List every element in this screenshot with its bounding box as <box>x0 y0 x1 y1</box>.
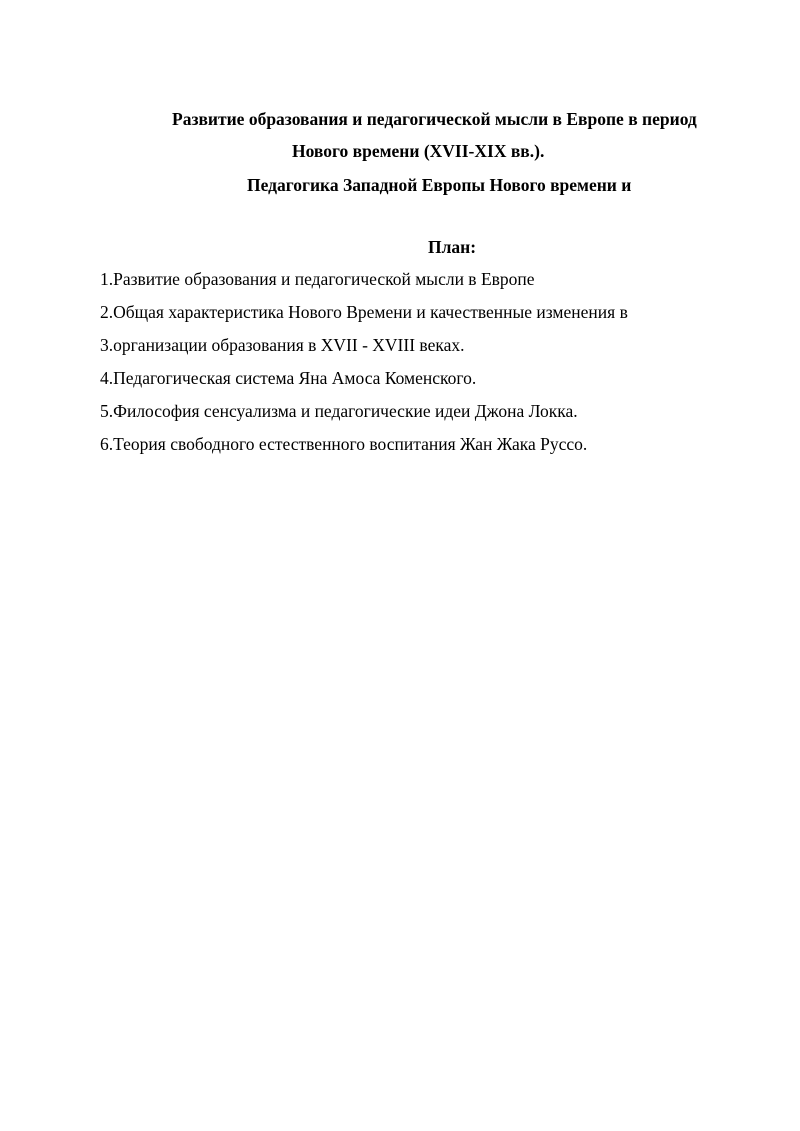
plan-list <box>100 268 628 466</box>
plan-item-4: 4.Педагогическая система Яна Амоса Коменского. <box>100 368 477 388</box>
plan-item-2: 2.Общая характеристика Нового Времени и качественные изменения в <box>100 302 628 322</box>
title-line-1: Развитие образования и педагогической мысли в Европе в период <box>172 109 697 129</box>
plan-item-1: 1.Развитие образования и педагогической мысли в Европе <box>100 269 535 289</box>
plan-item-5: 5.Философия сенсуализма и педагогические идеи Джона Локка. <box>100 401 578 421</box>
plan-heading: План: <box>428 237 477 257</box>
plan-item-3: 3.организации образования в XVII - XVIII веках. <box>100 335 465 355</box>
title-line-3: Педагогика Западной Европы Нового времени и <box>247 175 632 195</box>
title-line-2: Нового времени (XVII-XIX вв.). <box>292 141 545 161</box>
plan-item-6: 6.Теория свободного естественного воспитания Жан Жака Руссо. <box>100 434 588 454</box>
